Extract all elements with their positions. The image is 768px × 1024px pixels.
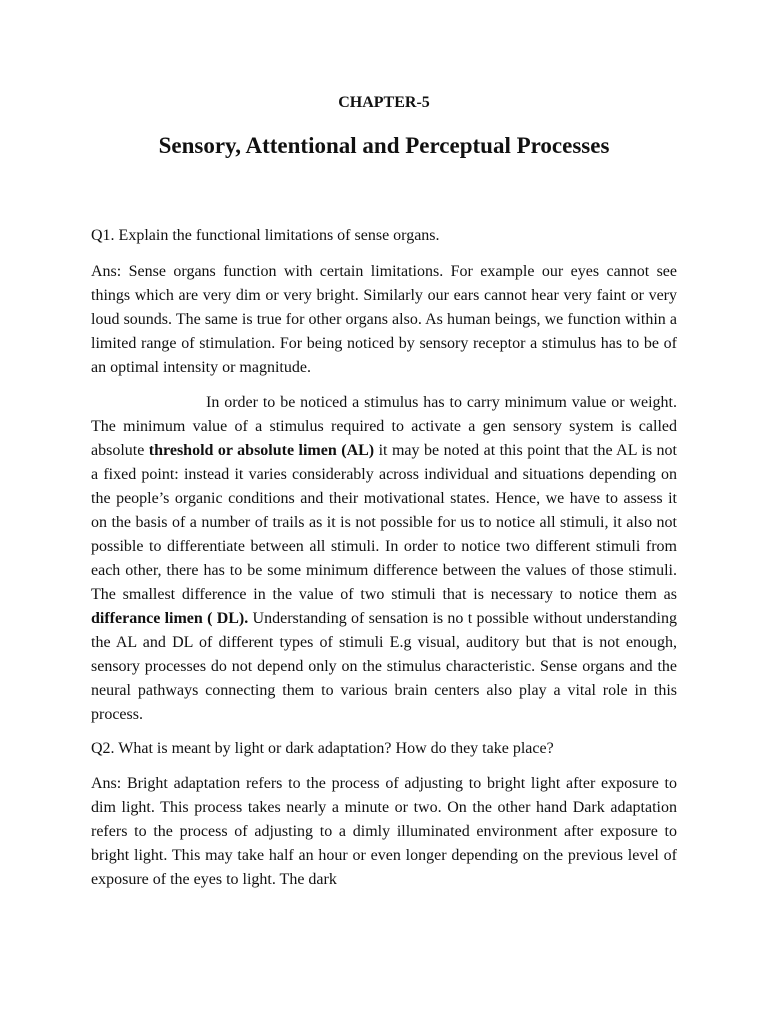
question-1: Q1. Explain the functional limitations of sense organs.	[91, 227, 440, 244]
page-title: Sensory, Attentional and Perceptual Processes	[158, 133, 610, 158]
answer-1-text-a: In order to be noticed a stimulus has to carry minimum value or weight. The minimum value of a stimulus required to activate a gen sensory system is called absolute	[91, 394, 677, 459]
answer-2: Ans: Bright adaptation refers to the process of adjusting to bright light after exposure to dim light. This process takes nearly a minute or two. On the other hand Dark adaptation refers to the process of adjusting to a dimly illuminated environment after exposure to bright light. This may take half an hour or even longer depending on the previous level of exposure of the eyes to light. The dark	[91, 775, 677, 888]
chapter-heading: CHAPTER-5	[338, 94, 430, 111]
answer-1-continued	[91, 391, 677, 727]
answer-1-text-b: it may be noted at this point that the AL is not a fixed point: instead it varies considerably across individual and situations depending on the people’s organic conditions and their motivational states. Hence, we have to assess it on the basis of a number of trails as it is not possible for us to notice all stimuli, it also not possible to differentiate between all stimuli. In order to notice two different stimuli from each other, there has to be some minimum difference between the values of those stimuli. The smallest difference in the value of two stimuli that is necessary to notice them as	[91, 442, 677, 603]
absolute-limen-term: threshold or absolute limen (AL)	[148, 442, 375, 459]
answer-1: Ans: Sense organs function with certain limitations. For example our eyes cannot see things which are very dim or very bright. Similarly our ears cannot hear very faint or very loud sounds. The same is true for other organs also. As human beings, we function within a limited range of stimulation. For being noticed by sensory receptor a stimulus has to be of an optimal intensity or magnitude.	[91, 263, 677, 376]
question-2: Q2. What is meant by light or dark adaptation? How do they take place?	[91, 740, 554, 757]
document-body	[91, 224, 677, 892]
answer-1-text-c: Understanding of sensation is no t possible without understanding the AL and DL of different types of stimuli E.g visual, auditory but that is not enough, sensory processes do not depend only on the stimulus characteristic. Sense organs and the neural pathways connecting them to various brain centers also play a vital role in this process.	[91, 610, 678, 723]
difference-limen-term: differance limen ( DL).	[91, 610, 249, 627]
